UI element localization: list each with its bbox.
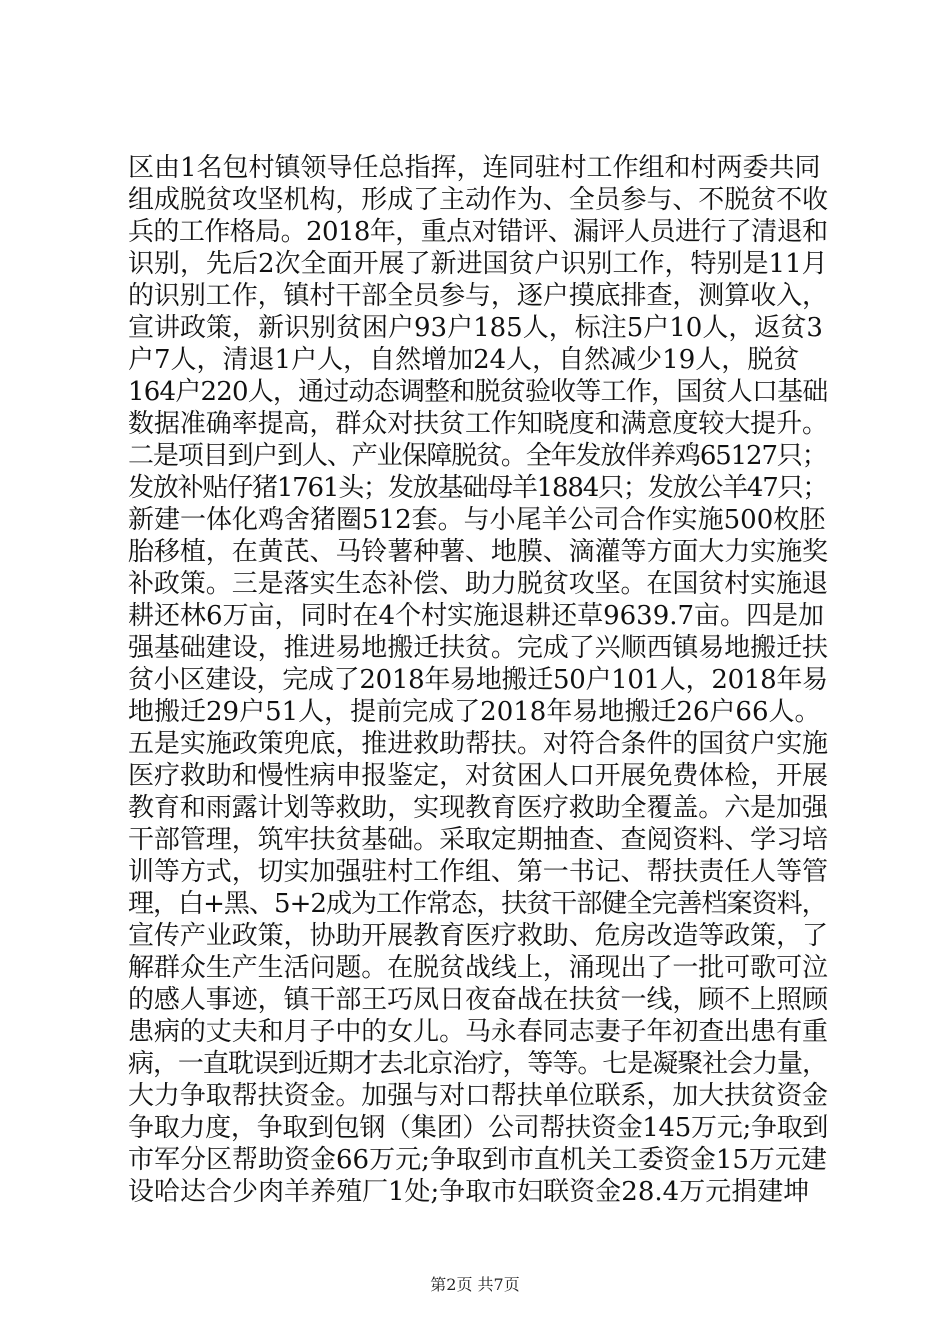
- text-line: 五是实施政策兜底，推进救助帮扶。对符合条件的国贫户实施: [128, 729, 828, 759]
- text-line: 区由1名包村镇领导任总指挥，连同驻村工作组和村两委共同: [128, 153, 821, 183]
- text-line: 训等方式，切实加强驻村工作组、第一书记、帮扶责任人等管: [128, 857, 828, 887]
- text-line: 补政策。三是落实生态补偿、助力脱贫攻坚。在国贫村实施退: [128, 569, 828, 599]
- text-line: 胎移植，在黄芪、马铃薯种薯、地膜、滴灌等方面大力实施奖: [128, 537, 828, 567]
- text-line: 的识别工作，镇村干部全员参与，逐户摸底排查，测算收入，: [128, 281, 828, 311]
- text-line: 耕还林6万亩，同时在4个村实施退耕还草9639.7亩。四是加: [128, 601, 825, 631]
- text-line: 164户220人，通过动态调整和脱贫验收等工作，国贫人口基础: [128, 377, 828, 407]
- text-line: 数据准确率提高，群众对扶贫工作知晓度和满意度较大提升。: [128, 409, 828, 439]
- text-line: 市军分区帮助资金66万元;争取到市直机关工委资金15万元建: [128, 1145, 827, 1175]
- text-line: 设哈达合少肉羊养殖厂1处;争取市妇联资金28.4万元捐建坤: [128, 1177, 810, 1207]
- page-number-footer: 第2页 共7页: [430, 1275, 520, 1294]
- text-line: 强基础建设，推进易地搬迁扶贫。完成了兴顺西镇易地搬迁扶: [128, 633, 828, 663]
- text-line: 贫小区建设，完成了2018年易地搬迁50户101人，2018年易: [128, 665, 828, 695]
- text-line: 大力争取帮扶资金。加强与对口帮扶单位联系，加大扶贫资金: [128, 1081, 828, 1111]
- text-line: 地搬迁29户51人，提前完成了2018年易地搬迁26户66人。: [128, 697, 821, 727]
- text-line: 识别，先后2次全面开展了新进国贫户识别工作，特别是11月: [128, 249, 828, 279]
- text-line: 发放补贴仔猪1761头；发放基础母羊1884只；发放公羊47只；: [128, 473, 828, 503]
- text-line: 理，白+黑、5+2成为工作常态，扶贫干部健全完善档案资料，: [128, 889, 827, 919]
- text-line: 兵的工作格局。2018年，重点对错评、漏评人员进行了清退和: [128, 217, 828, 247]
- text-line: 二是项目到户到人、产业保障脱贫。全年发放伴养鸡65127只；: [128, 441, 827, 471]
- text-line: 宣传产业政策，协助开展教育医疗救助、危房改造等政策，了: [128, 921, 828, 951]
- text-line: 患病的丈夫和月子中的女儿。马永春同志妻子年初查出患有重: [128, 1017, 828, 1047]
- body-paragraph: [128, 152, 828, 1208]
- text-line: 医疗救助和慢性病申报鉴定，对贫困人口开展免费体检，开展: [128, 761, 828, 791]
- text-line: 户7人，清退1户人，自然增加24人，自然减少19人，脱贫: [128, 345, 800, 375]
- text-line: 组成脱贫攻坚机构，形成了主动作为、全员参与、不脱贫不收: [128, 185, 828, 215]
- text-line: 教育和雨露计划等救助，实现教育医疗救助全覆盖。六是加强: [128, 793, 828, 823]
- text-line: 的感人事迹，镇干部王巧凤日夜奋战在扶贫一线，顾不上照顾: [128, 985, 828, 1015]
- text-line: 病，一直耽误到近期才去北京治疗，等等。七是凝聚社会力量，: [128, 1049, 827, 1079]
- text-line: 宣讲政策，新识别贫困户93户185人，标注5户10人，返贫3: [128, 313, 823, 343]
- text-line: 解群众生产生活问题。在脱贫战线上，涌现出了一批可歌可泣: [128, 953, 828, 983]
- text-line: 争取力度，争取到包钢（集团）公司帮扶资金145万元;争取到: [128, 1113, 829, 1143]
- text-line: 新建一体化鸡舍猪圈512套。与小尾羊公司合作实施500枚胚: [128, 505, 826, 535]
- text-line: 干部管理，筑牢扶贫基础。采取定期抽查、查阅资料、学习培: [128, 825, 828, 855]
